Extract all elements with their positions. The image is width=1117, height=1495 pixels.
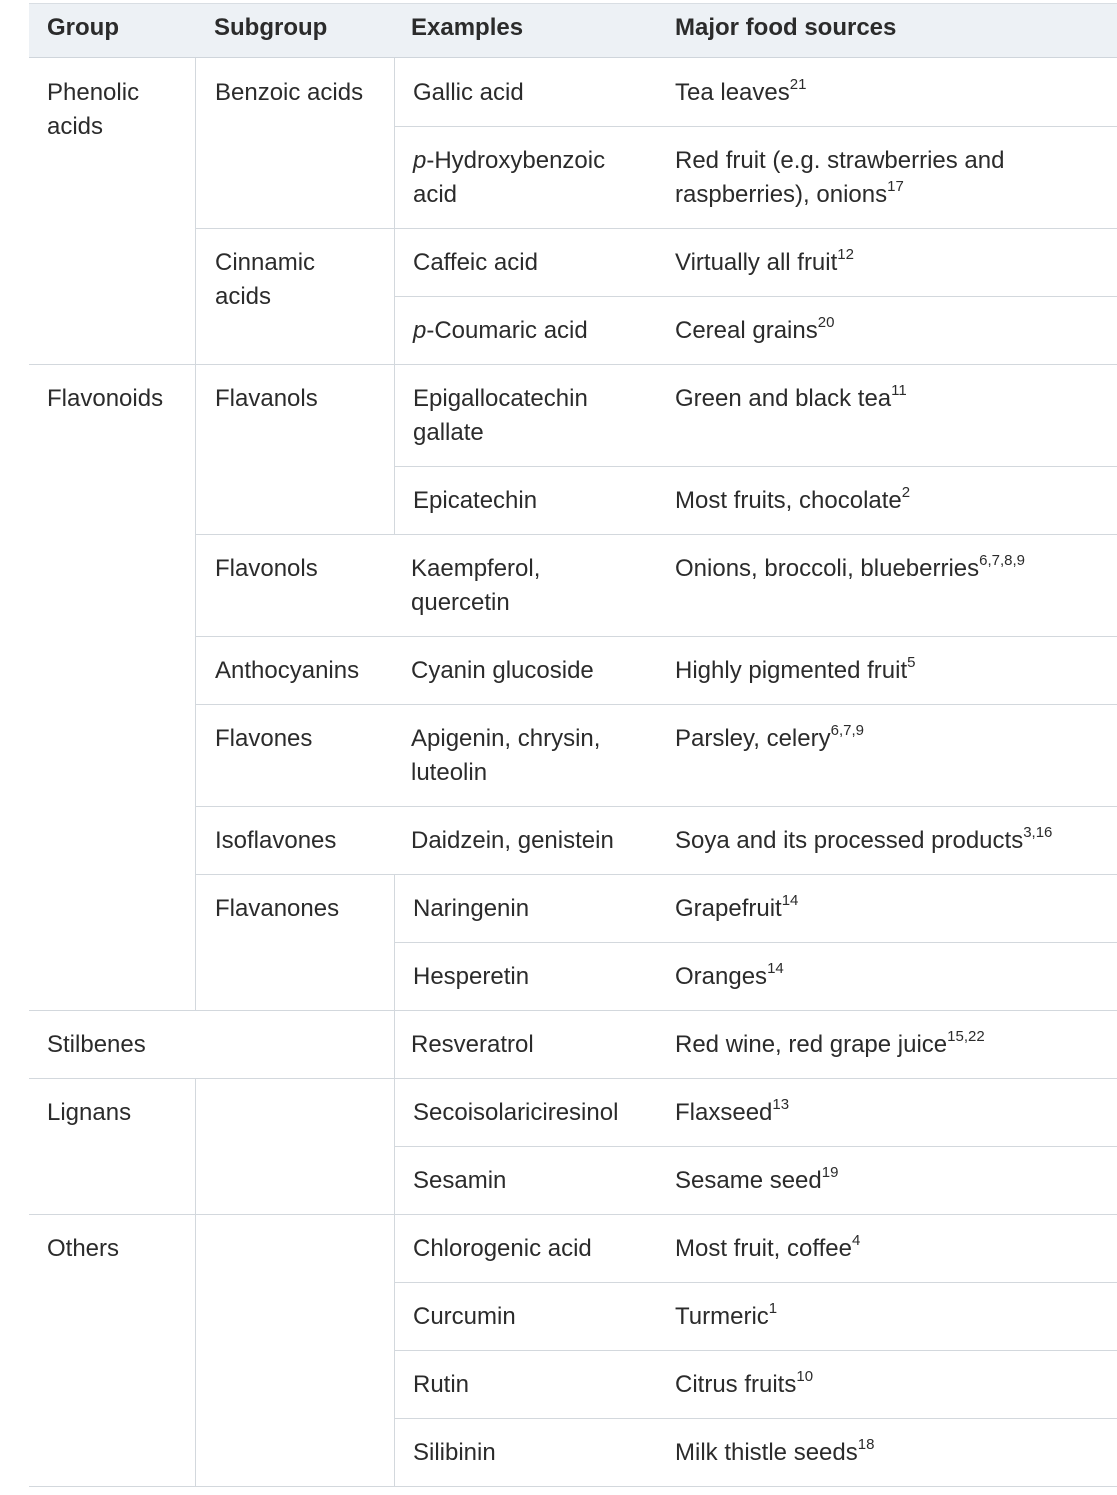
example-cell <box>413 960 643 994</box>
source-text: Most fruits, chocolate <box>675 487 902 514</box>
row-divider <box>394 942 1117 943</box>
row-divider <box>195 534 1117 535</box>
source-cell <box>675 552 1105 586</box>
example-text: Chlorogenic acid <box>413 1235 592 1262</box>
subgroup-cell: Flavanones <box>215 895 340 922</box>
source-cell <box>675 892 1095 926</box>
reference: 2 <box>901 484 911 501</box>
example-text: Kaempferol, quercetin <box>411 555 541 616</box>
source-text: Flaxseed <box>675 1099 773 1126</box>
reference: 5 <box>907 654 916 671</box>
source-cell <box>675 1096 1095 1130</box>
example-cell <box>413 314 643 348</box>
example-text: Secoisolariciresinol <box>413 1099 619 1126</box>
row-divider <box>195 704 1117 705</box>
example-text: Cyanin glucoside <box>411 657 594 684</box>
source-text: Tea leaves <box>675 79 790 106</box>
source-cell <box>675 144 1095 212</box>
reference: 21 <box>789 76 807 93</box>
reference: 6,7,8,9 <box>979 552 1026 569</box>
row-divider <box>195 228 1117 229</box>
reference: 20 <box>817 314 835 331</box>
example-cell <box>413 144 643 212</box>
row-divider <box>29 1214 1117 1215</box>
source-cell <box>675 76 1095 110</box>
reference: 12 <box>837 246 854 263</box>
header-group: Group <box>47 14 119 41</box>
row-divider <box>394 466 1117 467</box>
source-text: Oranges <box>675 963 768 990</box>
row-divider <box>29 364 1117 365</box>
example-text: Curcumin <box>413 1303 516 1330</box>
source-text: Grapefruit <box>675 895 782 922</box>
source-text: Citrus fruits <box>675 1371 797 1398</box>
source-text: Onions, broccoli, blueberries <box>675 555 980 582</box>
source-text: Sesame seed <box>675 1167 822 1194</box>
example-text: Rutin <box>413 1371 470 1398</box>
reference: 10 <box>796 1368 814 1385</box>
row-divider <box>394 1282 1117 1283</box>
example-cell <box>413 1368 643 1402</box>
example-cell <box>411 722 641 790</box>
reference: 1 <box>768 1300 778 1317</box>
source-cell <box>675 382 1095 416</box>
group-cell: Phenolic acids <box>47 79 140 140</box>
example-cell <box>411 824 671 858</box>
row-divider <box>394 1146 1117 1147</box>
reference: 18 <box>857 1436 875 1453</box>
example-cell <box>413 1436 643 1470</box>
example-cell <box>413 382 643 450</box>
source-cell <box>675 1028 1095 1062</box>
group-cell: Flavonoids <box>47 385 164 412</box>
example-cell <box>413 1096 673 1130</box>
column-divider <box>195 58 196 1010</box>
reference: 14 <box>781 892 799 909</box>
group-cell: Lignans <box>47 1099 132 1126</box>
reference: 15,22 <box>947 1028 985 1045</box>
subgroup-cell: Benzoic acids <box>215 79 364 106</box>
source-text: Turmeric <box>675 1303 769 1330</box>
source-text: Highly pigmented fruit <box>675 657 908 684</box>
example-italic: p <box>413 317 427 344</box>
source-cell <box>675 960 1095 994</box>
subgroup-cell: Flavonols <box>215 555 318 582</box>
row-divider <box>195 874 1117 875</box>
row-divider <box>394 1350 1117 1351</box>
source-text: Red wine, red grape juice <box>675 1031 948 1058</box>
group-cell: Stilbenes <box>47 1031 146 1058</box>
row-divider <box>195 806 1117 807</box>
example-cell <box>413 484 643 518</box>
example-cell <box>411 654 651 688</box>
source-cell <box>675 1436 1095 1470</box>
reference: 3,16 <box>1023 824 1053 841</box>
header-examples: Examples <box>411 14 524 41</box>
source-text: Soya and its processed products <box>675 827 1024 854</box>
reference: 6,7,9 <box>830 722 864 739</box>
source-text: Parsley, celery <box>675 725 831 752</box>
header-subgroup: Subgroup <box>214 14 328 41</box>
example-cell <box>411 552 611 620</box>
row-divider <box>394 1418 1117 1419</box>
reference: 14 <box>767 960 784 977</box>
source-cell <box>675 314 1095 348</box>
source-text: Virtually all fruit <box>675 249 838 276</box>
source-cell <box>675 1300 1095 1334</box>
example-text: Epigallocatechin gallate <box>413 385 588 446</box>
column-divider <box>394 874 395 1486</box>
subgroup-cell: Flavanols <box>215 385 318 412</box>
group-cell: Others <box>47 1235 120 1262</box>
row-divider <box>195 636 1117 637</box>
source-cell <box>675 1232 1095 1266</box>
source-text: Cereal grains <box>675 317 818 344</box>
row-divider <box>29 1486 1117 1487</box>
row-divider <box>394 296 1117 297</box>
example-text: Apigenin, chrysin, luteolin <box>411 725 601 786</box>
source-cell <box>675 246 1095 280</box>
example-cell <box>413 892 643 926</box>
example-cell <box>413 76 643 110</box>
polyphenol-table <box>29 0 1117 1495</box>
example-cell <box>413 1232 643 1266</box>
example-text: Caffeic acid <box>413 249 538 276</box>
example-text: Sesamin <box>413 1167 507 1194</box>
example-cell <box>413 1300 643 1334</box>
header-sources: Major food sources <box>675 14 897 41</box>
row-divider <box>29 1010 1117 1011</box>
example-cell <box>413 246 643 280</box>
example-text: Epicatechin <box>413 487 538 514</box>
subgroup-cell: Cinnamic acids <box>215 249 316 310</box>
subgroup-cell: Flavones <box>215 725 313 752</box>
column-divider <box>195 1078 196 1486</box>
column-divider <box>394 58 395 534</box>
source-text: Green and black tea <box>675 385 892 412</box>
source-cell <box>675 1368 1095 1402</box>
source-text: Milk thistle seeds <box>675 1439 858 1466</box>
example-cell <box>411 1028 641 1062</box>
source-cell <box>675 654 1095 688</box>
row-divider <box>29 1078 1117 1079</box>
reference: 17 <box>887 178 904 195</box>
example-text: Naringenin <box>413 895 530 922</box>
reference: 13 <box>772 1096 790 1113</box>
source-text: Red fruit (e.g. strawberries and raspberries), onions <box>675 147 1005 208</box>
reference: 11 <box>891 382 907 399</box>
example-text: Resveratrol <box>411 1031 534 1058</box>
example-cell <box>413 1164 643 1198</box>
example-text: Gallic acid <box>413 79 524 106</box>
example-text: Daidzein, genistein <box>411 827 614 854</box>
table-header <box>29 3 1117 58</box>
subgroup-cell: Anthocyanins <box>215 657 360 684</box>
reference: 4 <box>851 1232 861 1249</box>
row-divider <box>394 126 1117 127</box>
source-cell <box>675 722 1095 756</box>
example-text: -Coumaric acid <box>426 317 588 344</box>
source-cell <box>675 1164 1095 1198</box>
source-text: Most fruit, coffee <box>675 1235 852 1262</box>
source-cell <box>675 484 1095 518</box>
source-cell <box>675 824 1115 858</box>
reference: 19 <box>821 1164 839 1181</box>
example-text: Silibinin <box>413 1439 496 1466</box>
example-italic: p <box>413 147 427 174</box>
example-text: -Hydroxybenzoic acid <box>413 147 606 208</box>
subgroup-cell: Isoflavones <box>215 827 337 854</box>
example-text: Hesperetin <box>413 963 530 990</box>
